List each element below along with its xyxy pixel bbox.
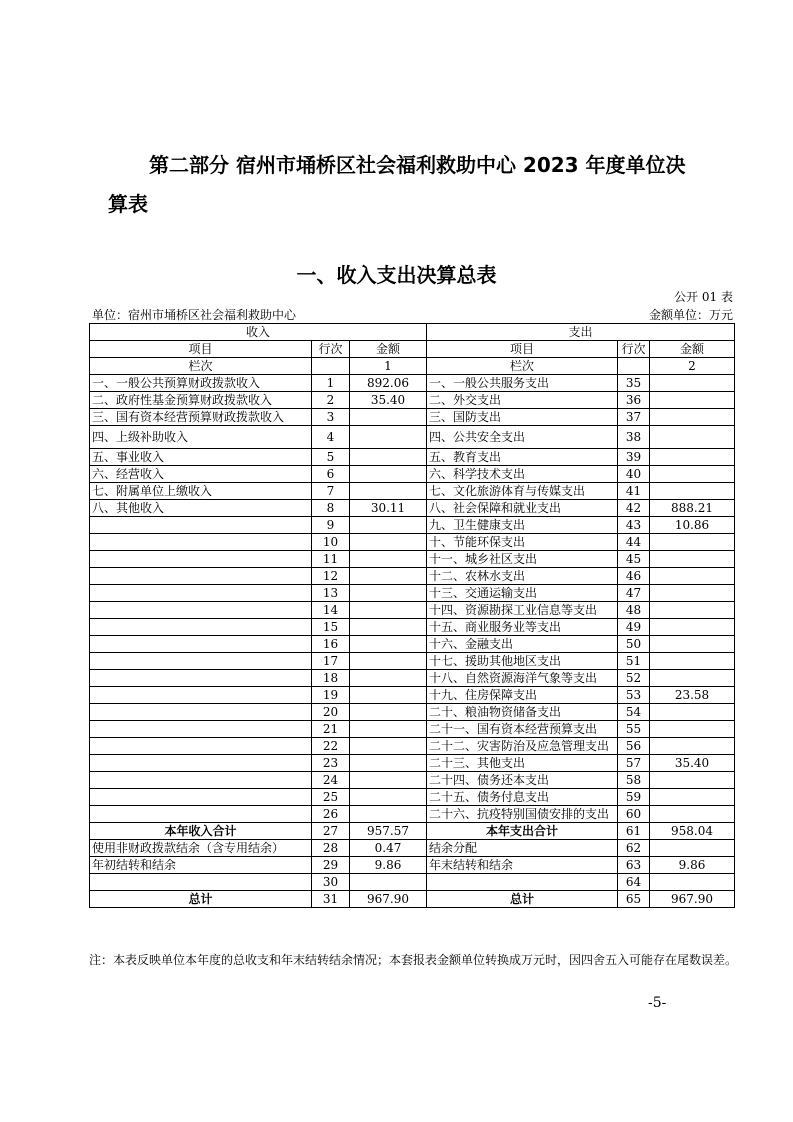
expense-row-number: 46 [618, 568, 650, 585]
expense-column-number: 2 [650, 358, 735, 375]
income-row-number: 26 [312, 806, 350, 823]
income-item [90, 755, 312, 772]
expense-row-number: 48 [618, 602, 650, 619]
expense-amount [650, 392, 735, 409]
expense-row-number: 65 [618, 891, 650, 908]
income-item [90, 806, 312, 823]
expense-item: 四、公共安全支出 [427, 426, 618, 449]
table-row [90, 449, 735, 466]
expense-amount [650, 636, 735, 653]
income-amount: 0.47 [350, 840, 427, 857]
expense-item: 十六、金融支出 [427, 636, 618, 653]
expense-amount: 10.86 [650, 517, 735, 534]
income-item: 五、事业收入 [90, 449, 312, 466]
expense-amount: 967.90 [650, 891, 735, 908]
table-row [90, 568, 735, 585]
income-header: 收入 [90, 324, 427, 341]
money-unit-label: 金额单位：万元 [648, 308, 733, 322]
income-item [90, 789, 312, 806]
income-amount [350, 721, 427, 738]
income-row-number: 21 [312, 721, 350, 738]
income-item: 六、经营收入 [90, 466, 312, 483]
income-amount [350, 619, 427, 636]
expense-amount [650, 738, 735, 755]
income-row-number: 5 [312, 449, 350, 466]
income-item: 一、一般公共预算财政拨款收入 [90, 375, 312, 392]
expense-row-number: 52 [618, 670, 650, 687]
expense-item: 二十五、债务付息支出 [427, 789, 618, 806]
expense-row-number: 54 [618, 704, 650, 721]
income-row-number: 31 [312, 891, 350, 908]
income-row-number: 28 [312, 840, 350, 857]
expense-column-label-blank [618, 358, 650, 375]
income-column-label-blank [312, 358, 350, 375]
grand-total-row [90, 891, 735, 908]
expense-amount: 888.21 [650, 500, 735, 517]
income-amount-header: 金额 [350, 341, 427, 358]
income-amount [350, 568, 427, 585]
expense-amount [650, 721, 735, 738]
expense-item: 十八、自然资源海洋气象等支出 [427, 670, 618, 687]
table-row [90, 874, 735, 891]
income-row-number: 1 [312, 375, 350, 392]
expense-item: 二十四、债务还本支出 [427, 772, 618, 789]
expense-row-number: 44 [618, 534, 650, 551]
income-amount [350, 534, 427, 551]
table-row [90, 687, 735, 704]
unit-label: 单位：宿州市埇桥区社会福利救助中心 [92, 308, 297, 322]
income-amount [350, 670, 427, 687]
expense-amount: 35.40 [650, 755, 735, 772]
income-item: 本年收入合计 [90, 823, 312, 840]
income-amount [350, 806, 427, 823]
income-row-number: 10 [312, 534, 350, 551]
expense-amount [650, 409, 735, 426]
income-amount [350, 517, 427, 534]
expense-row-number: 58 [618, 772, 650, 789]
expense-item: 二十二、灾害防治及应急管理支出 [427, 738, 618, 755]
income-item [90, 636, 312, 653]
table-row [90, 466, 735, 483]
expense-item: 十、节能环保支出 [427, 534, 618, 551]
income-row-number: 22 [312, 738, 350, 755]
expense-item [427, 874, 618, 891]
income-item [90, 738, 312, 755]
income-amount [350, 483, 427, 500]
income-amount [350, 602, 427, 619]
table-row [90, 426, 735, 449]
income-amount [350, 704, 427, 721]
expense-item: 年末结转和结余 [427, 857, 618, 874]
expense-amount [650, 551, 735, 568]
expense-item: 六、科学技术支出 [427, 466, 618, 483]
income-item: 八、其他收入 [90, 500, 312, 517]
table-row [90, 755, 735, 772]
expense-row-number: 62 [618, 840, 650, 857]
expense-row-number: 36 [618, 392, 650, 409]
income-row-number: 13 [312, 585, 350, 602]
income-row-number: 18 [312, 670, 350, 687]
expense-amount-header: 金额 [650, 341, 735, 358]
expense-amount [650, 789, 735, 806]
table-row [90, 585, 735, 602]
expense-row-number: 45 [618, 551, 650, 568]
page-number: -5- [648, 995, 667, 1011]
income-amount [350, 636, 427, 653]
expense-amount [650, 534, 735, 551]
table-row [90, 840, 735, 857]
expense-amount [650, 704, 735, 721]
table-row [90, 721, 735, 738]
expense-row-number: 60 [618, 806, 650, 823]
expense-row-number: 50 [618, 636, 650, 653]
income-row-number: 30 [312, 874, 350, 891]
expense-row-number: 64 [618, 874, 650, 891]
table-row [90, 670, 735, 687]
expense-row-number: 35 [618, 375, 650, 392]
expense-item: 一、一般公共服务支出 [427, 375, 618, 392]
expense-item: 本年支出合计 [427, 823, 618, 840]
doc-title-line2: 算表 [108, 192, 148, 216]
income-item-header: 项目 [90, 341, 312, 358]
income-row-number: 20 [312, 704, 350, 721]
income-amount: 967.90 [350, 891, 427, 908]
income-item: 四、上级补助收入 [90, 426, 312, 449]
expense-row-number: 49 [618, 619, 650, 636]
income-row-number: 9 [312, 517, 350, 534]
income-row-number: 19 [312, 687, 350, 704]
expense-row-number: 57 [618, 755, 650, 772]
expense-amount [650, 806, 735, 823]
income-row-number: 16 [312, 636, 350, 653]
expense-amount: 23.58 [650, 687, 735, 704]
expense-item: 七、文化旅游体育与传媒支出 [427, 483, 618, 500]
expense-item: 二十三、其他支出 [427, 755, 618, 772]
expense-amount [650, 568, 735, 585]
income-amount [350, 585, 427, 602]
expense-amount [650, 772, 735, 789]
expense-row-number: 43 [618, 517, 650, 534]
expense-amount [650, 619, 735, 636]
income-row-header: 行次 [312, 341, 350, 358]
income-item [90, 517, 312, 534]
expense-item: 十一、城乡社区支出 [427, 551, 618, 568]
expense-amount [650, 449, 735, 466]
table-row [90, 534, 735, 551]
income-row-number: 14 [312, 602, 350, 619]
income-amount [350, 409, 427, 426]
income-row-number: 29 [312, 857, 350, 874]
expense-item: 十七、援助其他地区支出 [427, 653, 618, 670]
table-section-header-row [90, 324, 735, 341]
expense-item: 八、社会保障和就业支出 [427, 500, 618, 517]
income-item [90, 874, 312, 891]
expense-item: 十五、商业服务业等支出 [427, 619, 618, 636]
table-row [90, 409, 735, 426]
expense-amount [650, 466, 735, 483]
income-row-number: 8 [312, 500, 350, 517]
income-amount [350, 755, 427, 772]
income-item: 三、国有资本经营预算财政拨款收入 [90, 409, 312, 426]
expense-row-number: 51 [618, 653, 650, 670]
expense-item: 二十一、国有资本经营预算支出 [427, 721, 618, 738]
expense-amount [650, 840, 735, 857]
income-amount: 9.86 [350, 857, 427, 874]
income-item: 使用非财政拨款结余（含专用结余） [90, 840, 312, 857]
table-row [90, 636, 735, 653]
expense-row-number: 39 [618, 449, 650, 466]
income-item [90, 772, 312, 789]
expense-item: 十三、交通运输支出 [427, 585, 618, 602]
table-column-header-row [90, 341, 735, 358]
income-row-number: 3 [312, 409, 350, 426]
income-amount: 957.57 [350, 823, 427, 840]
income-row-number: 23 [312, 755, 350, 772]
expense-item: 十二、农林水支出 [427, 568, 618, 585]
expense-item: 结余分配 [427, 840, 618, 857]
income-expense-table [89, 323, 735, 908]
income-item [90, 534, 312, 551]
expense-item: 五、教育支出 [427, 449, 618, 466]
expense-row-number: 40 [618, 466, 650, 483]
income-row-number: 15 [312, 619, 350, 636]
total-year-row [90, 823, 735, 840]
expense-item: 二十六、抗疫特别国债安排的支出 [427, 806, 618, 823]
income-item [90, 670, 312, 687]
income-item: 年初结转和结余 [90, 857, 312, 874]
expense-item: 三、国防支出 [427, 409, 618, 426]
income-row-number: 17 [312, 653, 350, 670]
table-row [90, 704, 735, 721]
expense-amount [650, 375, 735, 392]
table-row [90, 619, 735, 636]
income-item: 七、附属单位上缴收入 [90, 483, 312, 500]
income-item [90, 602, 312, 619]
income-amount: 35.40 [350, 392, 427, 409]
table-row [90, 806, 735, 823]
income-column-number: 1 [350, 358, 427, 375]
expense-row-header: 行次 [618, 341, 650, 358]
income-row-number: 7 [312, 483, 350, 500]
expense-row-number: 47 [618, 585, 650, 602]
income-item [90, 568, 312, 585]
income-amount [350, 551, 427, 568]
expense-item: 总计 [427, 891, 618, 908]
expense-row-number: 37 [618, 409, 650, 426]
table-row [90, 392, 735, 409]
income-item [90, 551, 312, 568]
expense-row-number: 59 [618, 789, 650, 806]
expense-amount [650, 585, 735, 602]
expense-item: 九、卫生健康支出 [427, 517, 618, 534]
income-amount [350, 687, 427, 704]
expense-amount [650, 874, 735, 891]
expense-row-number: 41 [618, 483, 650, 500]
income-row-number: 11 [312, 551, 350, 568]
table-row [90, 857, 735, 874]
expense-amount [650, 653, 735, 670]
expense-amount: 9.86 [650, 857, 735, 874]
table-row [90, 483, 735, 500]
table-row [90, 517, 735, 534]
expense-amount [650, 670, 735, 687]
expense-item: 十四、资源勘探工业信息等支出 [427, 602, 618, 619]
table-note: 注：本表反映单位本年度的总收支和年末结转结余情况；本套报表金额单位转换成万元时，因四舍五入可能存在尾数误差。 [89, 953, 738, 967]
expense-item: 十九、住房保障支出 [427, 687, 618, 704]
income-item [90, 704, 312, 721]
income-item [90, 585, 312, 602]
income-amount [350, 772, 427, 789]
income-amount [350, 789, 427, 806]
income-row-number: 2 [312, 392, 350, 409]
income-item [90, 653, 312, 670]
income-row-number: 12 [312, 568, 350, 585]
table-row [90, 789, 735, 806]
expense-amount [650, 602, 735, 619]
income-amount [350, 874, 427, 891]
income-amount [350, 449, 427, 466]
income-item [90, 721, 312, 738]
income-amount: 892.06 [350, 375, 427, 392]
income-column-label: 栏次 [90, 358, 312, 375]
table-row [90, 772, 735, 789]
table-title: 一、收入支出决算总表 [296, 263, 497, 287]
income-row-number: 4 [312, 426, 350, 449]
expense-header: 支出 [427, 324, 735, 341]
expense-amount: 958.04 [650, 823, 735, 840]
income-row-number: 24 [312, 772, 350, 789]
expense-row-number: 38 [618, 426, 650, 449]
form-number: 公开 01 表 [674, 290, 733, 304]
income-amount: 30.11 [350, 500, 427, 517]
expense-row-number: 42 [618, 500, 650, 517]
table-row [90, 375, 735, 392]
expense-row-number: 61 [618, 823, 650, 840]
table-column-index-row [90, 358, 735, 375]
expense-row-number: 53 [618, 687, 650, 704]
table-row [90, 551, 735, 568]
expense-item: 二十、粮油物资储备支出 [427, 704, 618, 721]
expense-item-header: 项目 [427, 341, 618, 358]
expense-column-label: 栏次 [427, 358, 618, 375]
expense-amount [650, 426, 735, 449]
income-amount [350, 466, 427, 483]
expense-item: 二、外交支出 [427, 392, 618, 409]
expense-amount [650, 483, 735, 500]
expense-row-number: 63 [618, 857, 650, 874]
expense-row-number: 55 [618, 721, 650, 738]
income-item [90, 687, 312, 704]
income-item [90, 619, 312, 636]
table-row [90, 738, 735, 755]
income-item: 二、政府性基金预算财政拨款收入 [90, 392, 312, 409]
income-amount [350, 426, 427, 449]
income-row-number: 6 [312, 466, 350, 483]
income-amount [350, 653, 427, 670]
income-row-number: 25 [312, 789, 350, 806]
income-row-number: 27 [312, 823, 350, 840]
table-row [90, 602, 735, 619]
table-row [90, 653, 735, 670]
income-amount [350, 738, 427, 755]
income-item: 总计 [90, 891, 312, 908]
table-row [90, 500, 735, 517]
expense-row-number: 56 [618, 738, 650, 755]
doc-title-line1: 第二部分 宿州市埇桥区社会福利救助中心 2023 年度单位决 [149, 153, 686, 177]
